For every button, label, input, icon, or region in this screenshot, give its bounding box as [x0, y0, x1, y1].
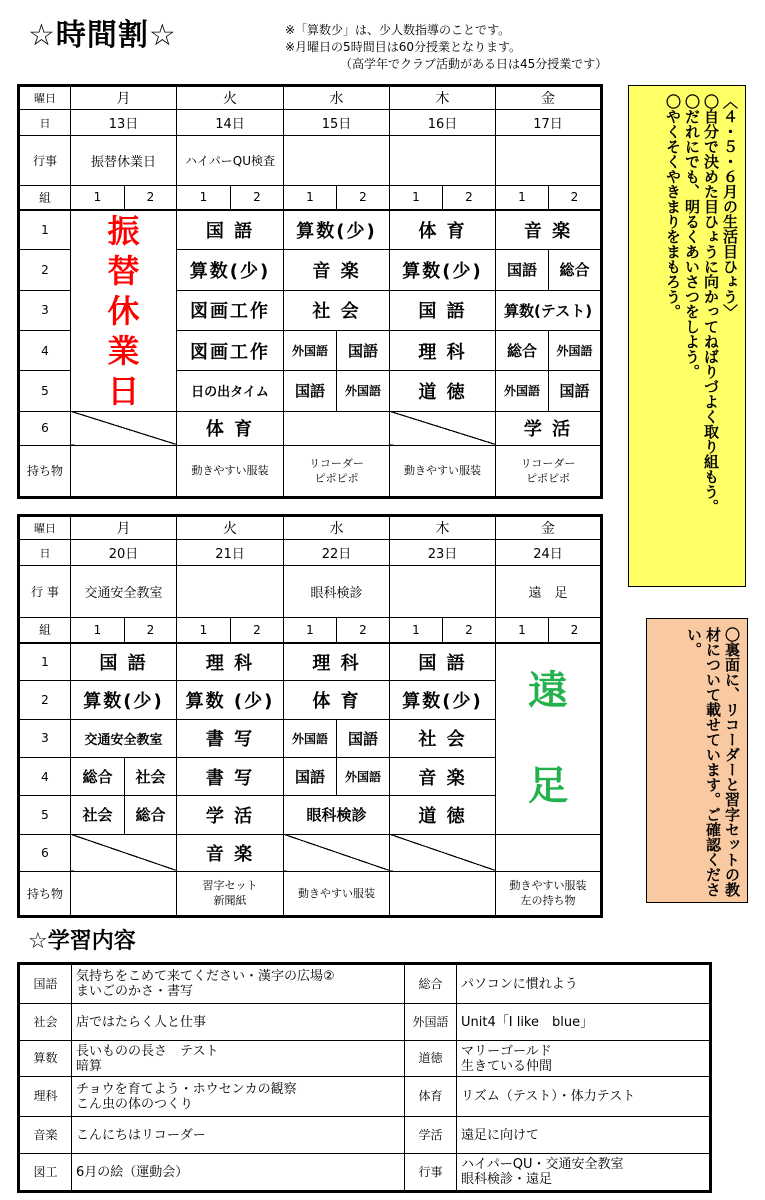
holiday-banner: 振 替 休 業 日 — [71, 210, 177, 412]
period-label: 4 — [19, 330, 71, 370]
subject-cell: 道 徳 — [390, 371, 496, 411]
subject-label: 総合 — [405, 964, 457, 1004]
group-cell: 2 — [125, 186, 177, 210]
page-title: ☆時間割☆ — [28, 18, 177, 53]
subject-label: 算数 — [19, 1041, 72, 1077]
event-cell — [177, 566, 284, 618]
materials-row — [19, 871, 602, 916]
subject-cell: 音 楽 — [390, 757, 496, 795]
row-label-group: 組 — [19, 618, 71, 643]
materials-cell: 動きやすい服装 左の持ち物 — [496, 871, 602, 916]
monthly-goals-box: 〈４・５・６月の生活目ひょう〉 〇自分で決めた目ひょうに向かってねばりづよく取り組もう。 〇だれにでも、明るくあいさつをしよう。 〇やくそくやきまりをまもろう。 — [628, 85, 746, 587]
event-cell: 遠 足 — [496, 566, 602, 618]
day-mon: 月 — [71, 86, 177, 110]
group-cell: 1 — [390, 618, 443, 643]
notice-box: 〇裏面に、リコーダーと習字セットの教材について載せています。ご確認ください。 — [646, 618, 748, 903]
materials-cell — [71, 871, 177, 916]
group-cell: 2 — [337, 186, 390, 210]
subject-cell: 外国語 — [284, 330, 337, 370]
materials-cell: リコーダー ピポピポ — [496, 445, 602, 497]
group-cell: 1 — [390, 186, 443, 210]
empty-slot — [390, 411, 496, 445]
subject-cell: 算数(少) — [177, 250, 284, 290]
row-label-day: 曜日 — [19, 86, 71, 110]
note-line: （高学年でクラブ活動がある日は45分授業です） — [340, 57, 608, 71]
row-label-event: 行事 — [19, 136, 71, 186]
subject-label: 学活 — [405, 1117, 457, 1154]
empty-slot — [496, 834, 602, 871]
group-cell: 2 — [549, 618, 602, 643]
subject-cell: 書 写 — [177, 757, 284, 795]
subject-cell: 算数(少) — [390, 681, 496, 719]
learning-content: こんにちはリコーダー — [72, 1117, 405, 1154]
day-wed: 水 — [284, 516, 390, 540]
subject-cell: 道 徳 — [390, 796, 496, 834]
subject-cell: 体 育 — [177, 411, 284, 445]
row-label-materials: 持ち物 — [19, 871, 71, 916]
subject-cell: 総合 — [71, 757, 125, 795]
event-cell — [496, 136, 602, 186]
period-label: 1 — [19, 643, 71, 681]
day-thu: 木 — [390, 86, 496, 110]
learning-content: ハイパーQU・交通安全教室 眼科検診・遠足 — [457, 1154, 711, 1192]
empty-slot — [71, 411, 177, 445]
subject-cell: 体 育 — [284, 681, 390, 719]
date-cell: 24日 — [496, 540, 602, 566]
learning-content: 気持ちをこめて来てください・漢字の広場② まいごのかさ・書写 — [72, 964, 405, 1004]
subject-cell: 国 語 — [390, 290, 496, 330]
subject-cell: 書 写 — [177, 719, 284, 757]
subject-cell: 音 楽 — [177, 834, 284, 871]
row-label-date: 日 — [19, 540, 71, 566]
learning-content: 遠足に向けて — [457, 1117, 711, 1154]
date-cell: 21日 — [177, 540, 284, 566]
group-cell: 1 — [71, 618, 125, 643]
subject-cell: 学 活 — [177, 796, 284, 834]
subject-label: 外国語 — [405, 1004, 457, 1041]
learning-row — [19, 1154, 711, 1192]
subject-cell: 国 語 — [177, 210, 284, 250]
subject-cell: 音 楽 — [284, 250, 390, 290]
subject-label: 音楽 — [19, 1117, 72, 1154]
group-cell: 1 — [496, 186, 549, 210]
event-cell — [390, 566, 496, 618]
period-label: 2 — [19, 681, 71, 719]
field-trip-banner: 遠 足 — [496, 643, 602, 835]
event-cell: 振替休業日 — [71, 136, 177, 186]
row-label-event: 行 事 — [19, 566, 71, 618]
subject-label: 道徳 — [405, 1041, 457, 1077]
day-row — [19, 516, 602, 540]
learning-content: リズム（テスト）・体力テスト — [457, 1077, 711, 1117]
group-cell: 2 — [231, 186, 284, 210]
subject-cell: 社 会 — [284, 290, 390, 330]
learning-content: 長いものの長さ テスト 暗算 — [72, 1041, 405, 1077]
timetable-week2 — [17, 514, 603, 918]
subject-cell: 図画工作 — [177, 330, 284, 370]
period-label: 5 — [19, 371, 71, 411]
subject-cell: 社 会 — [390, 719, 496, 757]
day-thu: 木 — [390, 516, 496, 540]
learning-content: 6月の絵（運動会） — [72, 1154, 405, 1192]
subject-cell: 総合 — [125, 796, 177, 834]
day-tue: 火 — [177, 516, 284, 540]
subject-cell: 算数(テスト) — [496, 290, 602, 330]
group-cell: 1 — [177, 186, 231, 210]
row-label-materials: 持ち物 — [19, 445, 71, 497]
empty-slot — [284, 834, 390, 871]
subject-cell: 国語 — [549, 371, 602, 411]
group-row — [19, 186, 602, 210]
event-cell — [284, 136, 390, 186]
period-label: 6 — [19, 411, 71, 445]
subject-cell: 算数(少) — [71, 681, 177, 719]
event-cell: ハイパーQU検査 — [177, 136, 284, 186]
subject-cell: 図画工作 — [177, 290, 284, 330]
learning-content: マリーゴールド 生きている仲間 — [457, 1041, 711, 1077]
subject-cell: 日の出タイム — [177, 371, 284, 411]
event-row — [19, 566, 602, 618]
row-label-date: 日 — [19, 110, 71, 136]
subject-cell: 国語 — [337, 719, 390, 757]
period-row-1 — [19, 210, 602, 250]
materials-cell — [71, 445, 177, 497]
day-tue: 火 — [177, 86, 284, 110]
period-label: 2 — [19, 250, 71, 290]
date-cell: 17日 — [496, 110, 602, 136]
period-row-6 — [19, 834, 602, 871]
row-label-group: 組 — [19, 186, 71, 210]
subject-cell: 国語 — [284, 757, 337, 795]
day-fri: 金 — [496, 516, 602, 540]
materials-cell — [390, 871, 496, 916]
group-cell: 1 — [284, 186, 337, 210]
subject-cell: 学 活 — [496, 411, 602, 445]
subject-cell: 理 科 — [284, 643, 390, 681]
subject-cell: 算数 (少) — [177, 681, 284, 719]
date-cell: 13日 — [71, 110, 177, 136]
period-label: 6 — [19, 834, 71, 871]
learning-table — [17, 962, 712, 1193]
day-fri: 金 — [496, 86, 602, 110]
subject-cell: 体 育 — [390, 210, 496, 250]
subject-cell: 外国語 — [337, 371, 390, 411]
subject-cell: 外国語 — [337, 757, 390, 795]
event-cell — [390, 136, 496, 186]
subject-cell: 国語 — [337, 330, 390, 370]
date-cell: 14日 — [177, 110, 284, 136]
period-label: 5 — [19, 796, 71, 834]
materials-cell: リコーダー ピポピポ — [284, 445, 390, 497]
group-cell: 2 — [549, 186, 602, 210]
subject-label: 国語 — [19, 964, 72, 1004]
materials-cell: 習字セット 新聞紙 — [177, 871, 284, 916]
date-cell: 15日 — [284, 110, 390, 136]
subject-label: 社会 — [19, 1004, 72, 1041]
materials-row — [19, 445, 602, 497]
group-cell: 1 — [71, 186, 125, 210]
subject-cell: 外国語 — [549, 330, 602, 370]
empty-slot — [284, 411, 390, 445]
group-cell: 2 — [125, 618, 177, 643]
group-cell: 1 — [177, 618, 231, 643]
day-mon: 月 — [71, 516, 177, 540]
learning-title: ☆学習内容 — [28, 929, 136, 954]
learning-content: パソコンに慣れよう — [457, 964, 711, 1004]
group-cell: 2 — [337, 618, 390, 643]
note-line: ※「算数少」は、少人数指導のことです。 — [285, 23, 511, 37]
subject-cell: 国 語 — [71, 643, 177, 681]
period-row-6 — [19, 411, 602, 445]
learning-row — [19, 964, 711, 1004]
group-cell: 2 — [443, 186, 496, 210]
notes — [285, 22, 607, 73]
learning-row — [19, 1004, 711, 1041]
event-cell: 交通安全教室 — [71, 566, 177, 618]
subject-cell: 国 語 — [390, 643, 496, 681]
date-cell: 20日 — [71, 540, 177, 566]
empty-slot — [71, 834, 177, 871]
learning-row — [19, 1041, 711, 1077]
subject-cell: 眼科検診 — [284, 796, 390, 834]
period-label: 1 — [19, 210, 71, 250]
timetable-week1 — [17, 84, 603, 499]
group-row — [19, 618, 602, 643]
subject-cell: 外国語 — [496, 371, 549, 411]
event-row — [19, 136, 602, 186]
subject-cell: 理 科 — [390, 330, 496, 370]
subject-label: 理科 — [19, 1077, 72, 1117]
subject-cell: 音 楽 — [496, 210, 602, 250]
date-cell: 23日 — [390, 540, 496, 566]
subject-cell: 国語 — [284, 371, 337, 411]
group-cell: 2 — [231, 618, 284, 643]
date-row — [19, 540, 602, 566]
subject-cell: 理 科 — [177, 643, 284, 681]
subject-label: 図工 — [19, 1154, 72, 1192]
learning-content: 店ではたらく人と仕事 — [72, 1004, 405, 1041]
materials-cell: 動きやすい服装 — [177, 445, 284, 497]
group-cell: 2 — [443, 618, 496, 643]
period-label: 3 — [19, 290, 71, 330]
subject-cell: 算数(少) — [284, 210, 390, 250]
date-row — [19, 110, 602, 136]
subject-cell: 交通安全教室 — [71, 719, 177, 757]
event-cell: 眼科検診 — [284, 566, 390, 618]
learning-content: Unit4「I like blue」 — [457, 1004, 711, 1041]
learning-content: チョウを育てよう・ホウセンカの観察 こん虫の体のつくり — [72, 1077, 405, 1117]
date-cell: 22日 — [284, 540, 390, 566]
empty-slot — [390, 834, 496, 871]
date-cell: 16日 — [390, 110, 496, 136]
subject-cell: 総合 — [549, 250, 602, 290]
period-label: 4 — [19, 757, 71, 795]
materials-cell: 動きやすい服装 — [284, 871, 390, 916]
group-cell: 1 — [496, 618, 549, 643]
row-label-day: 曜日 — [19, 516, 71, 540]
subject-label: 体育 — [405, 1077, 457, 1117]
subject-cell: 国語 — [496, 250, 549, 290]
learning-row — [19, 1077, 711, 1117]
day-wed: 水 — [284, 86, 390, 110]
subject-cell: 総合 — [496, 330, 549, 370]
note-line: ※月曜日の5時間目は60分授業となります。 — [285, 40, 522, 54]
period-row-1 — [19, 643, 602, 681]
day-row — [19, 86, 602, 110]
subject-cell: 社会 — [125, 757, 177, 795]
subject-cell: 外国語 — [284, 719, 337, 757]
subject-label: 行事 — [405, 1154, 457, 1192]
learning-row — [19, 1117, 711, 1154]
period-label: 3 — [19, 719, 71, 757]
materials-cell: 動きやすい服装 — [390, 445, 496, 497]
group-cell: 1 — [284, 618, 337, 643]
subject-cell: 社会 — [71, 796, 125, 834]
subject-cell: 算数(少) — [390, 250, 496, 290]
